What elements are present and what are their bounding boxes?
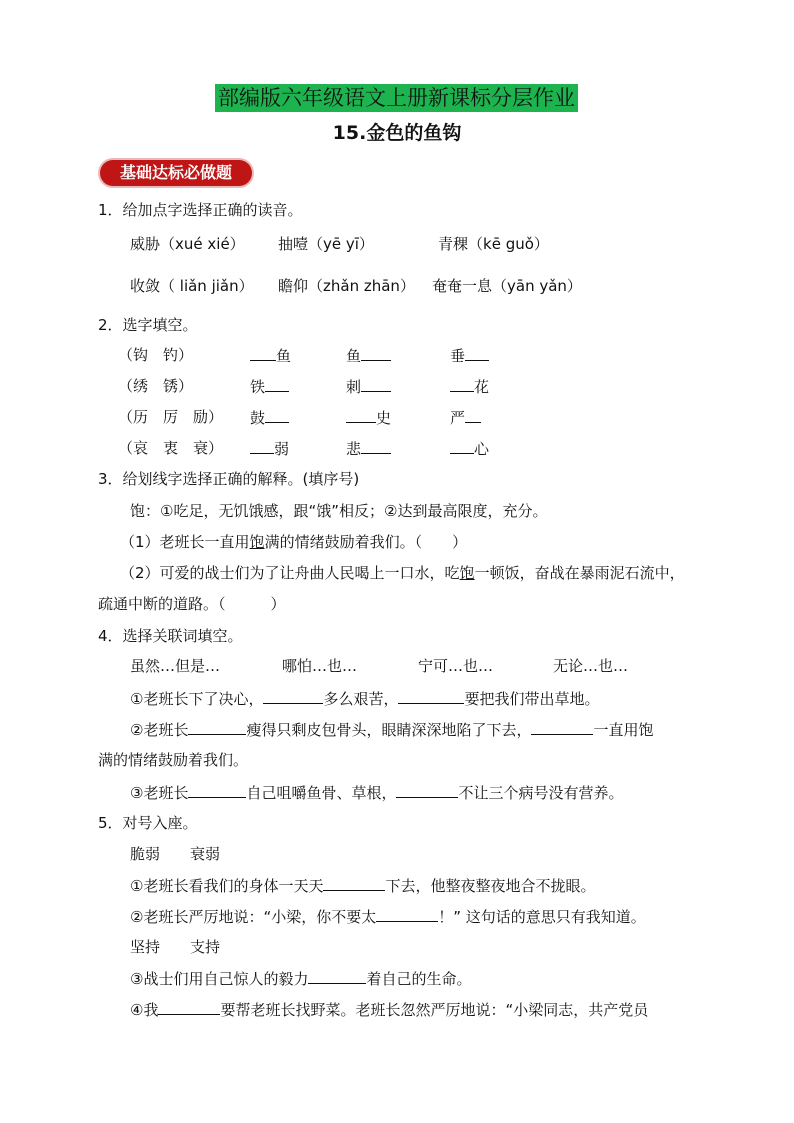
q5-sentence-3[interactable]: ③战士们用自己惊人的毅力 着自己的生命。 <box>130 970 472 988</box>
q2-blank-item[interactable]: 鼓 <box>250 407 289 428</box>
q2-blank-item[interactable]: 垂 <box>450 345 489 366</box>
q4-sentence-3[interactable]: ③老班长 自己咀嚼鱼骨、草根， 不让三个病号没有营养。 <box>130 784 624 802</box>
q1-item-4: 收敛（ liǎn jiǎn） <box>130 277 254 295</box>
q3-sentence-2[interactable]: （2）可爱的战士们为了让舟曲人民喝上一口水，吃饱一顿饭，奋战在暴雨泥石流中， <box>120 564 685 582</box>
q2-blank-item[interactable]: 心 <box>450 438 489 459</box>
q2-blank-item[interactable]: 弱 <box>250 438 289 459</box>
q2-options: （哀 衷 衰） <box>118 439 224 457</box>
q2-stem: 2．选字填空。 <box>98 316 198 334</box>
q2-blank-item[interactable]: 史 <box>346 407 391 428</box>
q1-item-1: 威胁（xué xié） <box>130 235 245 253</box>
q1-item-3: 青稞（kē guǒ） <box>438 235 549 253</box>
q2-blank-item[interactable]: 严 <box>450 407 481 428</box>
q4-option: 宁可…也… <box>418 657 494 675</box>
q5-sentence-4[interactable]: ④我 要帮老班长找野菜。老班长忽然严厉地说：“小梁同志，共产党员 <box>130 1001 649 1019</box>
q1-item-5: 瞻仰（zhǎn zhān） <box>278 277 415 295</box>
q2-blank-item[interactable]: 鱼 <box>250 345 291 366</box>
q2-blank-item[interactable]: 铁 <box>250 376 289 397</box>
lesson-title: 15.金色的鱼钩 <box>332 122 462 144</box>
q2-options: （历 厉 励） <box>118 408 224 426</box>
q1-item-2: 抽噎（yē yī） <box>278 235 374 253</box>
q5-sentence-1[interactable]: ①老班长看我们的身体一天天 下去，他整夜整夜地合不拢眼。 <box>130 877 596 895</box>
q2-blank-item[interactable]: 悲 <box>346 438 391 459</box>
q5-word-group-1: 脆弱 衰弱 <box>130 845 221 863</box>
q5-sentence-2[interactable]: ②老班长严厉地说：“小梁，你不要太 ！” 这句话的意思只有我知道。 <box>130 908 646 926</box>
q4-option: 哪怕…也… <box>282 657 358 675</box>
section-pill: 基础达标必做题 <box>100 160 252 186</box>
q1-stem: 1．给加点字选择正确的读音。 <box>98 201 303 219</box>
q4-sentence-2-cont: 满的情绪鼓励着我们。 <box>98 751 249 769</box>
q5-stem: 5．对号入座。 <box>98 814 198 832</box>
q3-sentence-1[interactable]: （1）老班长一直用饱满的情绪鼓励着我们。（ ） <box>120 533 468 551</box>
q1-item-6: 奄奄一息（yān yǎn） <box>432 277 582 295</box>
q2-blank-item[interactable]: 花 <box>450 376 489 397</box>
q3-stem: 3．给划线字选择正确的解释。(填序号) <box>98 470 360 488</box>
q2-options: （绣 锈） <box>118 377 194 395</box>
q4-sentence-1[interactable]: ①老班长下了决心， 多么艰苦， 要把我们带出草地。 <box>130 690 600 708</box>
q2-blank-item[interactable]: 刺 <box>346 376 391 397</box>
q4-sentence-2[interactable]: ②老班长 瘦得只剩皮包骨头，眼睛深深地陷了下去， 一直用饱 <box>130 721 654 739</box>
q2-options: （钩 钓） <box>118 346 194 364</box>
q5-word-group-2: 坚持 支持 <box>130 938 221 956</box>
q4-option: 虽然…但是… <box>130 657 221 675</box>
q4-option: 无论…也… <box>553 657 629 675</box>
series-banner: 部编版六年级语文上册新课标分层作业 <box>215 84 578 112</box>
q4-stem: 4．选择关联词填空。 <box>98 627 243 645</box>
q3-definition: 饱：①吃足，无饥饿感，跟“饿”相反；②达到最高限度，充分。 <box>130 502 548 520</box>
q3-sentence-2-cont[interactable]: 疏通中断的道路。（ ） <box>98 595 286 613</box>
q2-blank-item[interactable]: 鱼 <box>346 345 391 366</box>
